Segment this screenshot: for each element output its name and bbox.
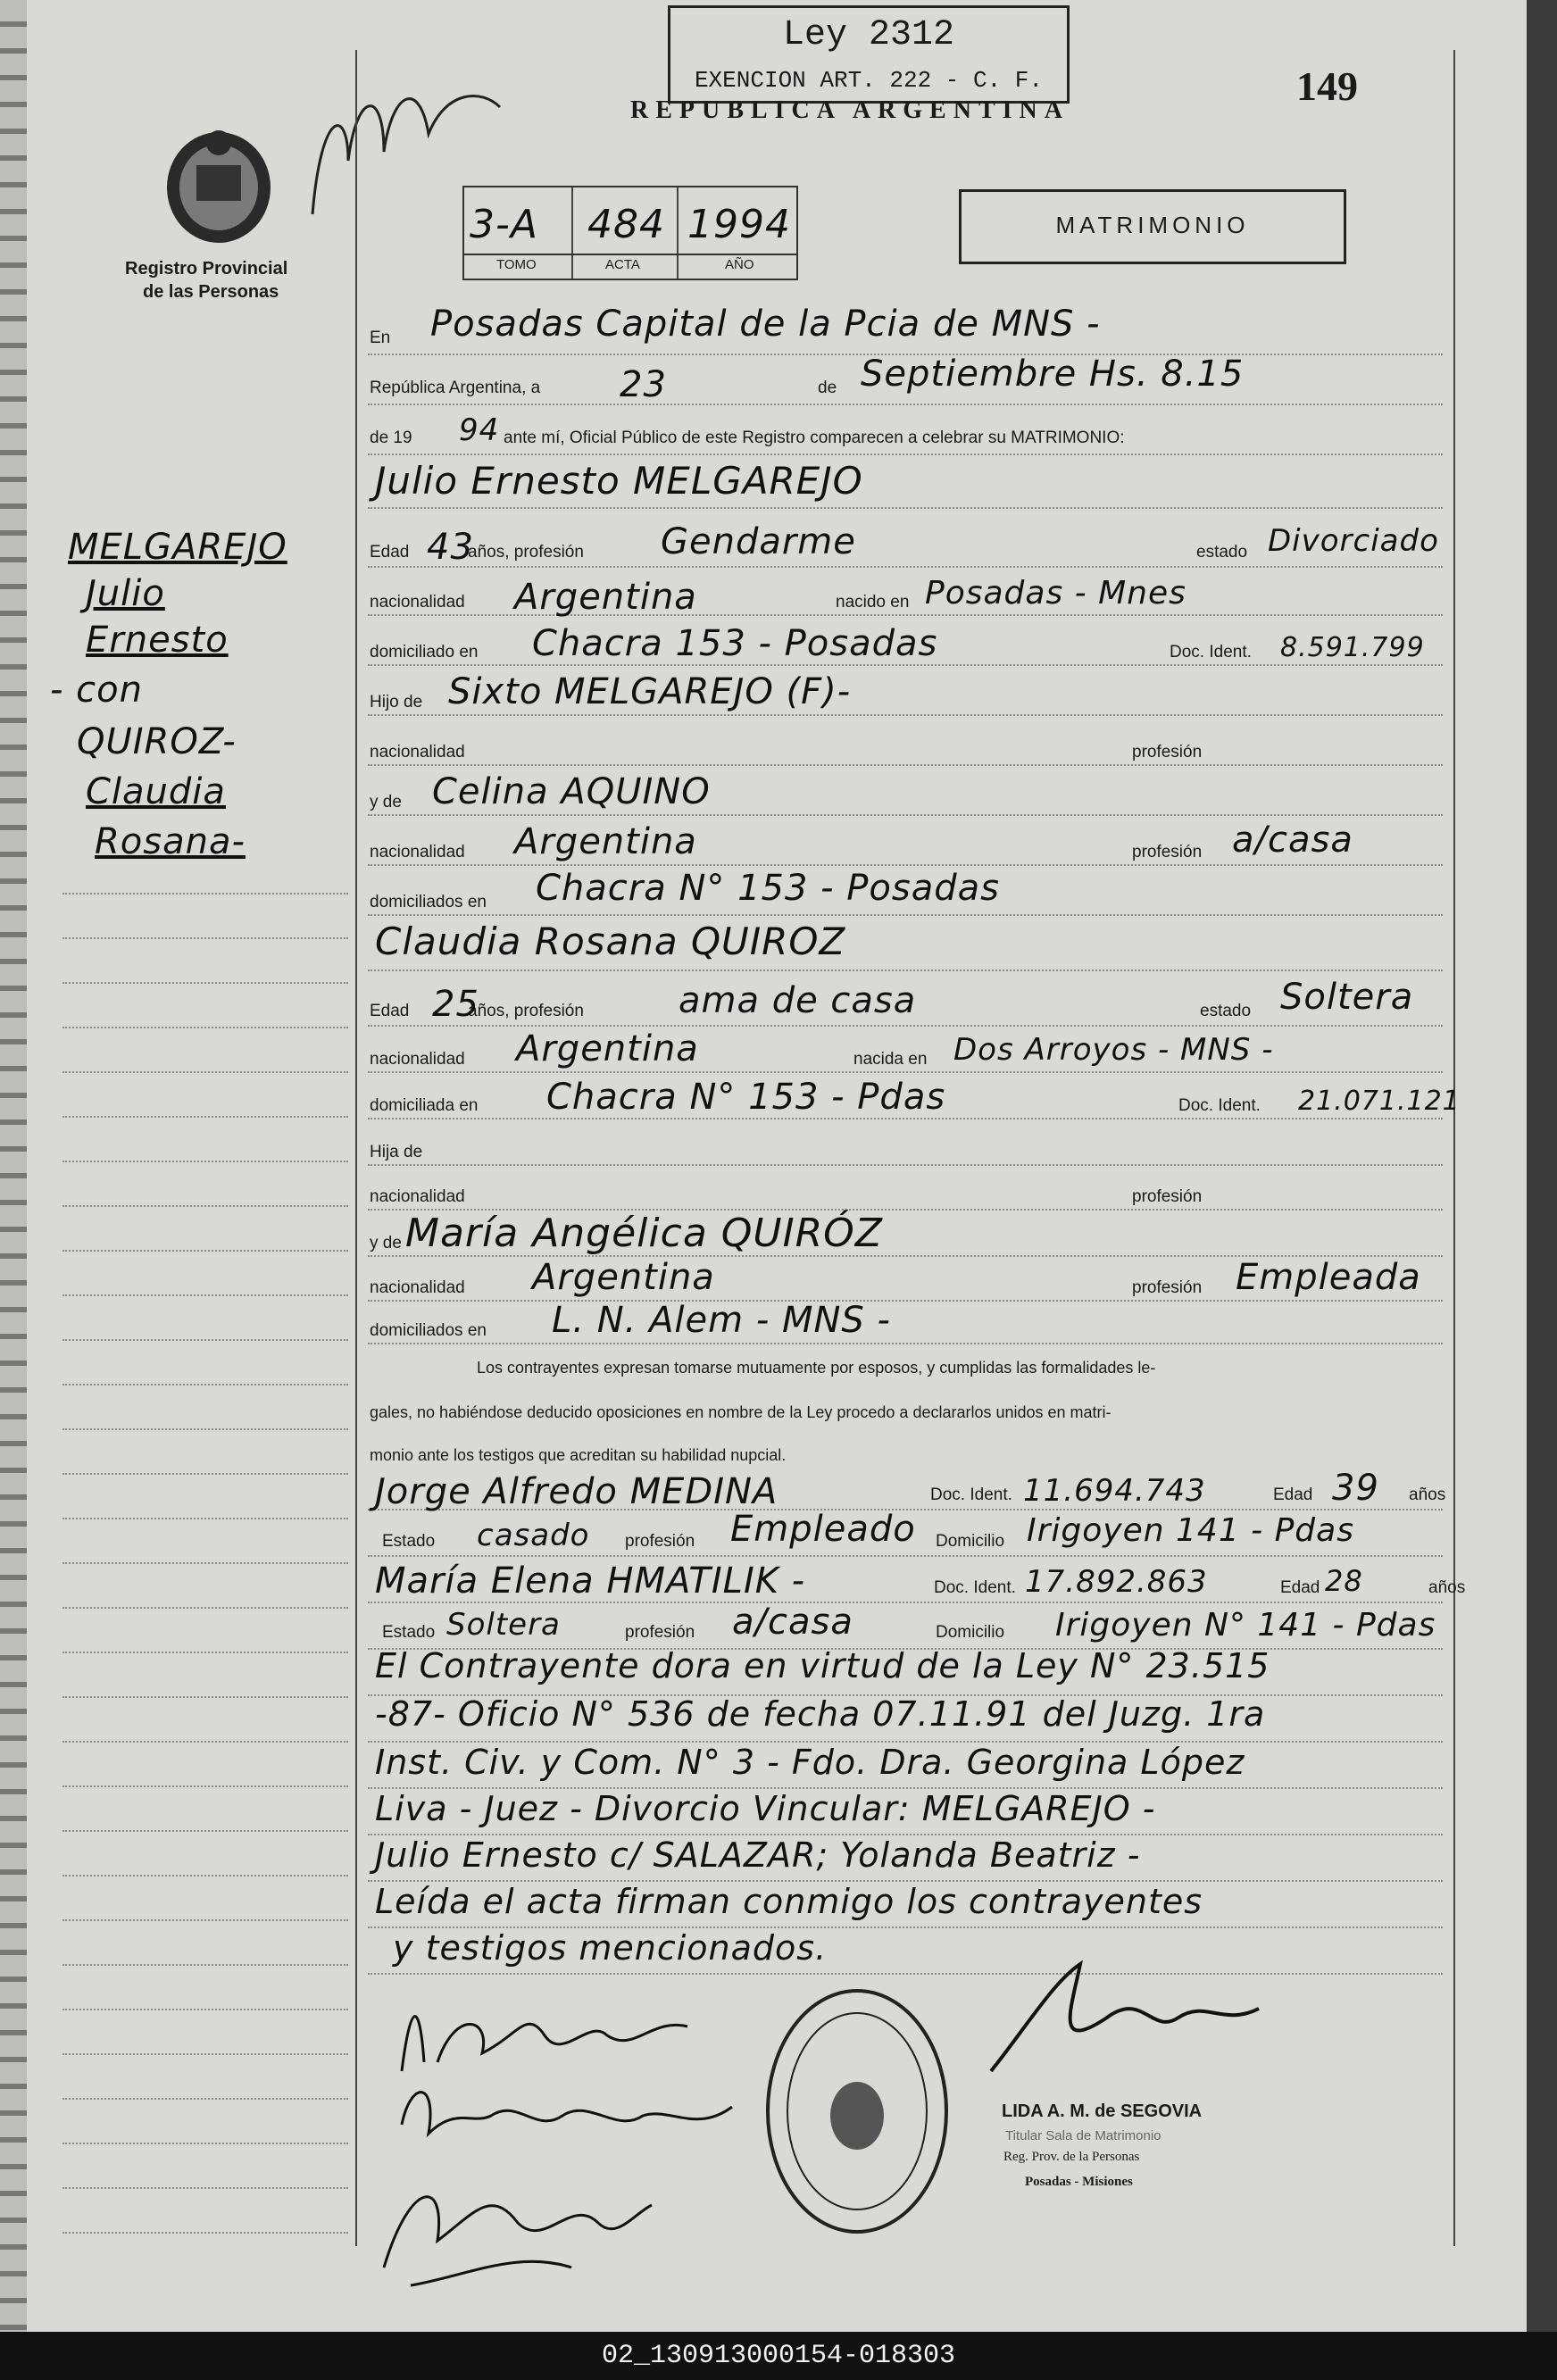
margin-ruled-line xyxy=(62,1652,348,1653)
official-seal-stamp xyxy=(759,1982,955,2245)
body-text-line: monio ante los testigos que acreditan su habilidad nupcial. xyxy=(370,1446,787,1464)
label-doc-ident: Doc. Ident. xyxy=(930,1485,1012,1504)
form-field-line xyxy=(368,914,1443,916)
hw-witness1-domicile: Irigoyen 141 - Pdas xyxy=(1027,1512,1354,1549)
hw-groom-nationality: Argentina xyxy=(514,577,697,618)
label-domiciliados-en: domiciliados en xyxy=(370,893,487,911)
margin-ruled-line xyxy=(62,1384,348,1386)
margin-ruled-line xyxy=(62,2053,348,2055)
hw-year: 94 xyxy=(459,412,500,448)
label-anos-profesion: años, profesión xyxy=(468,543,584,562)
margin-ruled-line xyxy=(62,1116,348,1118)
left-margin-rule xyxy=(355,50,357,2246)
margin-note-line: MELGAREJO xyxy=(68,527,287,568)
hw-bride-domicile: Chacra N° 153 - Pdas xyxy=(546,1077,946,1118)
hw-day: 23 xyxy=(620,364,667,405)
margin-ruled-line xyxy=(62,1027,348,1028)
official-org: Reg. Prov. de la Personas xyxy=(1003,2150,1140,2164)
form-field-line xyxy=(368,814,1443,816)
label-edad: Edad xyxy=(1273,1485,1313,1504)
margin-note-line: Julio xyxy=(86,573,165,614)
label-domiciliados-en: domiciliados en xyxy=(370,1321,487,1340)
margin-ruled-line xyxy=(62,1473,348,1475)
hw-witness2-doc: 17.892.863 xyxy=(1025,1564,1208,1600)
margin-ruled-line xyxy=(62,1830,348,1832)
hw-note-line: Leída el acta firman conmigo los contrayentes xyxy=(375,1882,1203,1921)
margin-ruled-line xyxy=(62,1428,348,1430)
registry-name-line1: Registro Provincial xyxy=(125,259,288,279)
label-y-de: y de xyxy=(370,793,402,811)
hw-bride-mother-nationality: Argentina xyxy=(532,1257,715,1298)
country-title: REPUBLICA ARGENTINA xyxy=(630,96,1070,124)
image-id-caption: 02_130913000154-018303 xyxy=(0,2332,1557,2380)
label-nacionalidad: nacionalidad xyxy=(370,843,465,861)
margin-ruled-line xyxy=(62,1071,348,1073)
label-de: de xyxy=(818,379,837,397)
registry-name-line2: de las Personas xyxy=(143,282,279,302)
label-republica: República Argentina, a xyxy=(370,379,541,397)
hw-bride-parents-domicile: L. N. Alem - MNS - xyxy=(552,1300,891,1341)
form-field-line xyxy=(368,1164,1443,1166)
label-estado: estado xyxy=(1196,543,1248,562)
hw-note-line: y testigos mencionados. xyxy=(393,1928,828,1968)
label-nacido-en: nacido en xyxy=(836,593,910,612)
hw-witness2-domicile: Irigoyen N° 141 - Pdas xyxy=(1055,1607,1436,1644)
form-field-line xyxy=(368,714,1443,716)
label-domiciliado-en: domiciliado en xyxy=(370,643,479,662)
tomo-label: TOMO xyxy=(496,257,537,272)
margin-ruled-line xyxy=(62,1875,348,1877)
margin-ruled-line xyxy=(62,1518,348,1519)
margin-ruled-line xyxy=(62,1161,348,1162)
hw-note-line: Liva - Juez - Divorcio Vincular: MELGAREJO - xyxy=(375,1789,1156,1828)
hw-bride-status: Soltera xyxy=(1280,977,1414,1018)
act-type-box xyxy=(959,189,1346,264)
label-profesion: profesión xyxy=(1132,1187,1203,1206)
label-doc-ident: Doc. Ident. xyxy=(1170,643,1252,662)
hw-groom-profession: Gendarme xyxy=(661,521,856,562)
label-edad: Edad xyxy=(370,1002,410,1020)
label-estado: Estado xyxy=(382,1532,436,1551)
label-domicilio: Domicilio xyxy=(936,1623,1005,1642)
label-profesion: profesión xyxy=(1132,843,1203,861)
ano-value: 1994 xyxy=(687,202,791,247)
hw-groom-parents-domicile: Chacra N° 153 - Posadas xyxy=(536,868,1000,909)
label-anos: años xyxy=(1409,1485,1446,1504)
form-field-line xyxy=(368,454,1443,455)
ano-label: AÑO xyxy=(725,257,754,272)
label-ante: ante mí, Oficial Público de este Registro comparecen a celebrar su MATRIMONIO: xyxy=(504,429,1125,447)
binding-holes xyxy=(0,0,27,2332)
label-nacida-en: nacida en xyxy=(853,1050,928,1069)
margin-ruled-line xyxy=(62,2009,348,2010)
margin-ruled-line xyxy=(62,982,348,984)
stamp-line2: EXENCION ART. 222 - C. F. xyxy=(694,67,1044,94)
label-nacionalidad: nacionalidad xyxy=(370,743,465,761)
label-anos-profesion: años, profesión xyxy=(468,1002,584,1020)
label-nacionalidad: nacionalidad xyxy=(370,1278,465,1297)
acta-value: 484 xyxy=(587,202,665,247)
label-domicilio: Domicilio xyxy=(936,1532,1005,1551)
hw-bride-name: Claudia Rosana QUIROZ xyxy=(375,920,846,963)
signature-bride xyxy=(393,2071,750,2174)
label-profesion: profesión xyxy=(625,1532,695,1551)
form-field-line xyxy=(368,1343,1443,1344)
label-en: En xyxy=(370,329,391,347)
margin-ruled-line xyxy=(62,937,348,939)
hw-bride-birthplace: Dos Arroyos - MNS - xyxy=(953,1032,1274,1068)
hw-bride-age: 25 xyxy=(432,984,479,1025)
margin-ruled-line xyxy=(62,1785,348,1787)
form-field-line xyxy=(368,664,1443,666)
hw-witness1-age: 39 xyxy=(1332,1468,1379,1509)
form-field-line xyxy=(368,507,1443,509)
margin-ruled-line xyxy=(62,1250,348,1252)
hw-note-line: Julio Ernesto c/ SALAZAR; Yolanda Beatriz - xyxy=(375,1835,1141,1875)
hw-groom-mother: Celina AQUINO xyxy=(432,771,711,812)
label-profesion: profesión xyxy=(1132,1278,1203,1297)
hw-groom-birthplace: Posadas - Mnes xyxy=(925,575,1186,612)
signature-witnesses xyxy=(357,2160,679,2299)
hw-witness2-profession: a/casa xyxy=(732,1602,853,1643)
official-name: LIDA A. M. de SEGOVIA xyxy=(1002,2101,1203,2121)
hw-groom-age: 43 xyxy=(427,527,474,568)
registry-emblem-icon xyxy=(161,116,277,254)
label-hijo-de: Hijo de xyxy=(370,693,423,712)
hw-bride-mother: María Angélica QUIRÓZ xyxy=(405,1211,883,1256)
form-field-line xyxy=(368,864,1443,866)
margin-ruled-line xyxy=(62,2232,348,2234)
label-anos: años xyxy=(1428,1578,1466,1597)
margin-ruled-line xyxy=(62,893,348,895)
form-field-line xyxy=(368,1025,1443,1027)
label-doc-ident: Doc. Ident. xyxy=(1178,1096,1261,1115)
acta-label: ACTA xyxy=(605,257,640,272)
margin-ruled-line xyxy=(62,2098,348,2100)
margin-ruled-line xyxy=(62,1741,348,1743)
tomo-value: 3-A xyxy=(470,202,538,247)
margin-ruled-line xyxy=(62,2187,348,2189)
label-nacionalidad: nacionalidad xyxy=(370,1187,465,1206)
stamp-line1: Ley 2312 xyxy=(782,15,955,55)
hw-witness1-doc: 11.694.743 xyxy=(1023,1473,1206,1509)
hw-witness1-profession: Empleado xyxy=(730,1509,916,1550)
hw-groom-name: Julio Ernesto MELGAREJO xyxy=(375,459,863,503)
form-field-line xyxy=(368,1071,1443,1073)
margin-ruled-line xyxy=(62,1339,348,1341)
hw-bride-nationality: Argentina xyxy=(516,1028,699,1069)
hw-note-line: Inst. Civ. y Com. N° 3 - Fdo. Dra. Georgina López xyxy=(375,1743,1245,1782)
hw-witness1-status: casado xyxy=(477,1518,590,1553)
label-doc-ident: Doc. Ident. xyxy=(934,1578,1016,1597)
form-field-line xyxy=(368,404,1443,405)
hw-bride-profession: ama de casa xyxy=(679,980,917,1021)
label-hija-de: Hija de xyxy=(370,1143,423,1161)
margin-ruled-line xyxy=(62,1294,348,1296)
label-edad: Edad xyxy=(1280,1578,1320,1597)
hw-groom-father: Sixto MELGAREJO (F)- xyxy=(448,671,852,712)
label-domiciliada-en: domiciliada en xyxy=(370,1096,479,1115)
hw-bride-mother-profession: Empleada xyxy=(1236,1257,1421,1298)
label-profesion: profesión xyxy=(625,1623,695,1642)
form-field-line xyxy=(368,969,1443,971)
body-text-line: gales, no habiéndose deducido oposiciones en nombre de la Ley procedo a declararlos unidos en matri- xyxy=(370,1403,1112,1421)
hw-groom-mother-profession: a/casa xyxy=(1232,820,1353,861)
signature-official xyxy=(973,1946,1277,2093)
label-nacionalidad: nacionalidad xyxy=(370,1050,465,1069)
label-estado: estado xyxy=(1200,1002,1252,1020)
hw-place: Posadas Capital de la Pcia de MNS - xyxy=(430,304,1101,345)
margin-note-line: - con xyxy=(50,670,143,711)
form-field-line xyxy=(368,1973,1443,1975)
form-field-line xyxy=(368,1300,1443,1302)
margin-note-line: Claudia xyxy=(86,771,226,812)
margin-ruled-line xyxy=(62,1562,348,1564)
label-estado: Estado xyxy=(382,1623,436,1642)
form-field-line xyxy=(368,1118,1443,1119)
margin-ruled-line xyxy=(62,1919,348,1921)
hw-note-line: El Contrayente dora en virtud de la Ley N° 23.515 xyxy=(375,1646,1270,1685)
label-nacionalidad: nacionalidad xyxy=(370,593,465,612)
right-margin-rule xyxy=(1453,50,1455,2246)
hw-groom-status: Divorciado xyxy=(1268,523,1439,559)
form-field-line xyxy=(368,566,1443,568)
margin-ruled-line xyxy=(62,2143,348,2144)
hw-witness1-name: Jorge Alfredo MEDINA xyxy=(375,1471,778,1512)
margin-note-line: Ernesto xyxy=(86,620,229,661)
law-stamp xyxy=(668,5,1070,104)
hw-witness2-status: Soltera xyxy=(446,1607,561,1643)
hw-groom-domicile: Chacra 153 - Posadas xyxy=(532,623,938,664)
hw-note-line: -87- Oficio N° 536 de fecha 07.11.91 del Juzg. 1ra xyxy=(375,1694,1266,1734)
hw-witness2-name: María Elena HMATILIK - xyxy=(375,1560,806,1602)
margin-note-line: Rosana- xyxy=(95,821,246,862)
margin-ruled-line xyxy=(62,1696,348,1698)
label-profesion: profesión xyxy=(1132,743,1203,761)
folio-number: 149 xyxy=(1296,63,1358,109)
margin-ruled-line xyxy=(62,1964,348,1966)
label-de19: de 19 xyxy=(370,429,412,447)
margin-ruled-line xyxy=(62,1205,348,1207)
act-type-label: MATRIMONIO xyxy=(1055,212,1250,238)
form-field-line xyxy=(368,1602,1443,1603)
record-table xyxy=(462,186,798,280)
label-edad: Edad xyxy=(370,543,410,562)
body-text-line: Los contrayentes expresan tomarse mutuamente por esposos, y cumplidas las formalidades le- xyxy=(477,1359,1156,1377)
official-location: Posadas - Misiones xyxy=(1025,2175,1133,2189)
hw-month: Septiembre Hs. 8.15 xyxy=(861,354,1245,395)
label-y-de: y de xyxy=(370,1234,402,1252)
page-shadow-edge xyxy=(1527,0,1557,2332)
hw-groom-mother-nationality: Argentina xyxy=(514,821,697,862)
form-field-line xyxy=(368,1555,1443,1557)
hw-groom-doc: 8.591.799 xyxy=(1280,632,1425,663)
official-title: Titular Sala de Matrimonio xyxy=(1005,2128,1162,2143)
margin-ruled-line xyxy=(62,1607,348,1609)
hw-bride-doc: 21.071.121 xyxy=(1298,1086,1461,1117)
margin-note-line: QUIROZ- xyxy=(77,721,237,762)
form-field-line xyxy=(368,764,1443,766)
hw-witness2-age: 28 xyxy=(1325,1564,1363,1598)
